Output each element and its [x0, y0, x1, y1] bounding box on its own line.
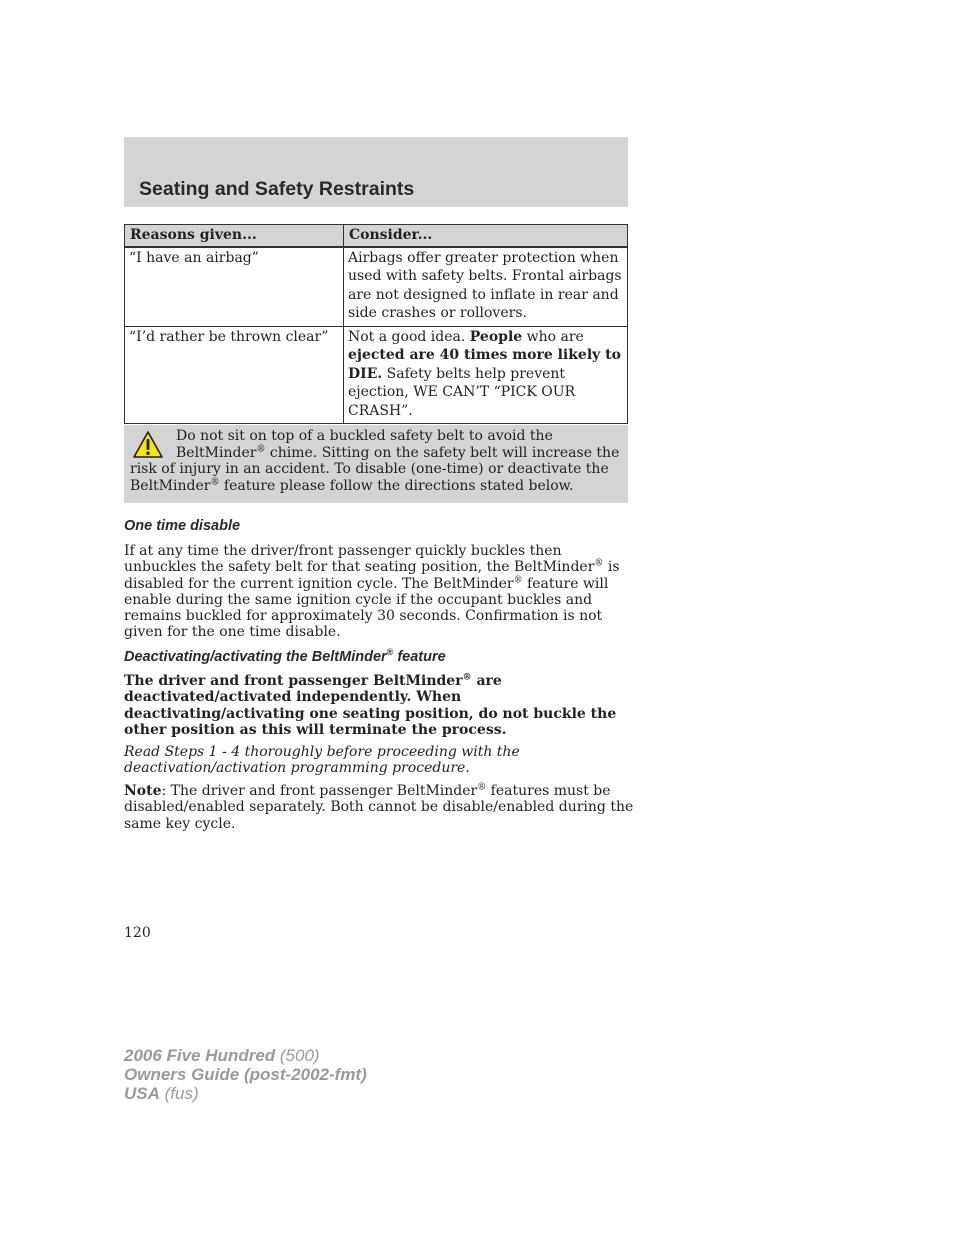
registered-mark: ® — [386, 647, 394, 658]
table-header-reasons: Reasons given... — [125, 225, 344, 247]
consider-bold-text: People — [469, 328, 523, 345]
paragraph-text: If at any time the driver/front passenger quickly buckles then unbuckles the safety belt for that seating position, the BeltMinder — [124, 543, 595, 576]
footer-region: USA — [124, 1084, 160, 1103]
deactivating-bold-paragraph — [124, 673, 634, 738]
one-time-disable-heading: One time disable — [124, 518, 241, 534]
consider-bold-text: ejected are 40 times more likely to DIE. — [348, 347, 621, 382]
consider-text: Safety belts help prevent ejection, WE CAN’T “PICK OUR CRASH”. — [348, 365, 576, 419]
consider-text: Not a good idea. — [348, 328, 470, 345]
warning-text: feature please follow the directions stated below. — [219, 477, 574, 494]
footer-model-code: (500) — [275, 1046, 320, 1065]
footer-line-guide: Owners Guide (post-2002-fmt) — [124, 1065, 367, 1084]
paragraph-text: feature will enable during the same ignition cycle if the occupant buckles and remains buckled for approximately 30 seconds. Confirmation is not given for the one time disable. — [124, 575, 609, 641]
reasons-table — [124, 224, 628, 424]
section-title: Seating and Safety Restraints — [139, 178, 415, 200]
section-header-band — [124, 137, 628, 207]
table-header-row — [125, 225, 628, 247]
table-row — [125, 326, 628, 424]
paragraph-text: are deactivated/activated independently. When deactivating/activating one seating position, do not buckle the other position as this will terminate the process. — [124, 673, 617, 738]
footer-region-code: (fus) — [159, 1084, 199, 1103]
note-label: Note — [124, 783, 162, 799]
warning-text: Do not sit on top of a buckled safety belt to avoid the BeltMinder — [176, 428, 553, 461]
page-number: 120 — [124, 925, 151, 941]
document-footer — [124, 1046, 367, 1103]
paragraph-text: is disabled for the current ignition cycle. The BeltMinder — [124, 559, 620, 592]
paragraph-text: The driver and front passenger BeltMinder — [124, 673, 463, 689]
one-time-disable-paragraph — [124, 543, 634, 641]
registered-mark: ® — [210, 476, 220, 487]
table-cell-consider: Airbags offer greater protection when used with safety belts. Frontal airbags are not designed to inflate in rear and side crashes or rollovers. — [344, 247, 628, 327]
heading-text: Deactivating/activating the BeltMinder — [124, 649, 387, 665]
footer-line-region — [124, 1084, 367, 1103]
note-paragraph — [124, 783, 634, 832]
footer-model: 2006 Five Hundred — [124, 1046, 276, 1065]
registered-mark: ® — [462, 672, 472, 683]
warning-triangle-icon — [132, 430, 164, 460]
table-cell-consider — [344, 326, 628, 424]
read-steps-paragraph: Read Steps 1 - 4 thoroughly before proceeding with the deactivation/activation programming procedure. — [124, 744, 520, 777]
registered-mark: ® — [477, 782, 487, 793]
warning-text: chime. Sitting on the safety belt will increase the risk of injury in an accident. To disable (one-time) or deactivate the BeltMinder — [130, 444, 620, 494]
deactivating-heading — [124, 649, 446, 665]
consider-text: who are — [522, 328, 584, 345]
paragraph-text: : The driver and front passenger BeltMinder — [161, 783, 478, 799]
warning-box — [124, 425, 628, 503]
registered-mark: ® — [256, 443, 266, 454]
table-header-consider: Consider... — [344, 225, 628, 247]
heading-text: feature — [393, 649, 446, 665]
registered-mark: ® — [594, 558, 604, 569]
table-row — [125, 247, 628, 327]
footer-line-model — [124, 1046, 367, 1065]
registered-mark: ® — [513, 574, 523, 585]
table-cell-reason: “I have an airbag” — [125, 247, 344, 327]
table-cell-reason: “I’d rather be thrown clear” — [125, 326, 344, 424]
paragraph-text: features must be disabled/enabled separately. Both cannot be disable/enabled during the same key cycle. — [124, 783, 634, 832]
